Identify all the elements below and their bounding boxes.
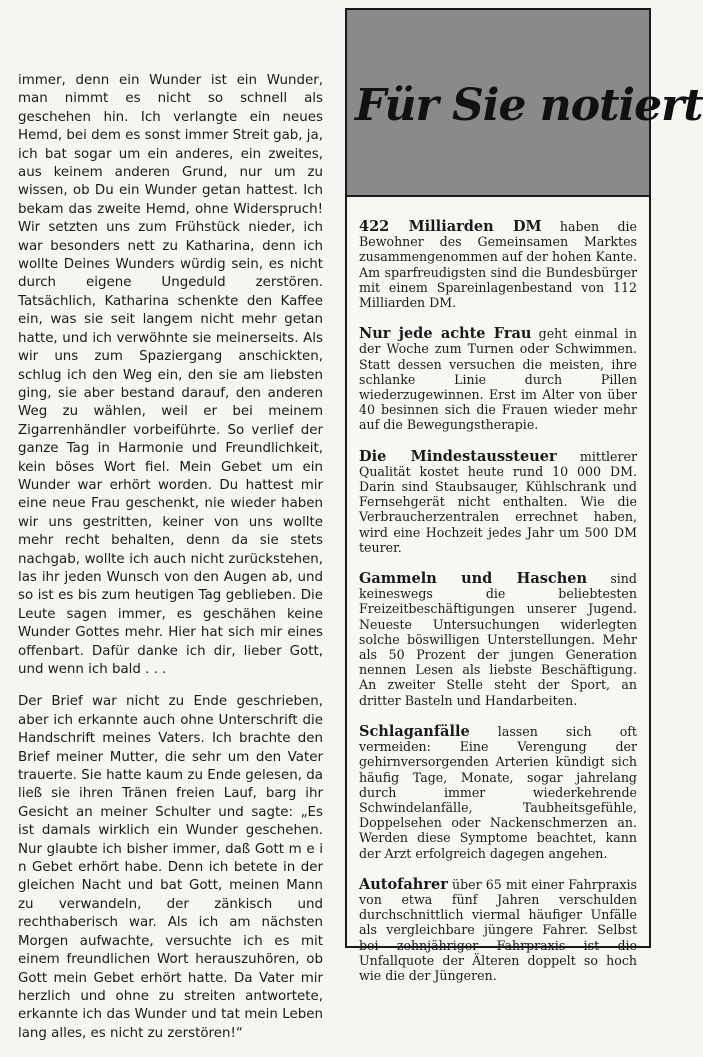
notes-list [347,197,649,983]
sidebar-title: Für Sie notiert [355,80,703,131]
note-keyword: 422 Milliarden DM [359,218,542,235]
note-item [359,219,637,310]
note-item [359,724,637,861]
note-item [359,449,637,555]
note-text: haben die Bewohner des Gemeinsamen Marktes zusammengenommen auf der hohen Kante. Am sparfreudigsten sind die Bundesbürger mit einem Spareinlagenbestand von 112 Milliarden DM. [359,219,637,311]
sidebar-banner [347,10,703,197]
note-item [359,326,637,432]
note-text: über 65 mit einer Fahrpraxis von etwa fünf Jahren verschulden durchschnittlich viermal häufiger Unfälle als vergleichbare jüngere Fahrer. Selbst bei zehnjähriger Fahrpraxis ist die Unfallquote der Älteren doppelt so hoch wie die der Jüngeren. [359,876,637,983]
note-keyword: Autofahrer [359,875,448,893]
letter-column [18,72,323,1057]
note-text: geht einmal in der Woche zum Turnen oder Schwimmen. Statt dessen versuchen die meisten, ihre schlanke Linie durch Pillen wiederzugewinnen. Erst im Alter von über 40 besinnen sich die Frauen wieder mehr auf die Bewegungstherapie. [359,326,637,433]
note-text: sind keineswegs die beliebtesten Freizeitbeschäftigungen unserer Jugend. Neueste Untersuchungen widerlegten solche böswilligen Unterstellungen. Mehr als 50 Prozent der jungen Generation nennen Lesen als liebste Beschäftigung. An zweiter Stelle steht der Sport, an dritter Basteln und Handarbeiten. [359,571,637,708]
note-keyword: Nur jede achte Frau [359,325,532,343]
note-text: lassen sich oft vermeiden: Eine Verengung der gehirnversorgenden Arterien kündigt sich häufig Tage, Monate, sogar jahrelang durch immer wiederkehrende Schwindelanfälle, Taubheitsgefühle, Doppelsehen oder Nackenschmerzen an. Werden diese Symptome beachtet, kann der Arzt erfolgreich dagegen angehen. [359,723,637,861]
note-text: mittlerer Qualität kostet heute rund 10 000 DM. Darin sind Staubsauger, Kühlschrank und Fernsehgerät nicht enthalten. Wie die Verbraucherzentralen errechnet haben, wird eine Hochzeit jedes Jahr um 500 DM teurer. [359,448,637,555]
letter-paragraph: immer, denn ein Wunder ist ein Wunder, man nimmt es nicht so schnell als geschehen hin. Ich verlangte ein neues Hemd, bei dem es sonst immer Streit gab, ja, ich bat sogar um ein anderes, ein zweites, aus keinem anderen Grund, nur um zu wissen, ob Du ein Wunder getan hattest. Ich bekam das zweite Hemd, ohne Widerspruch! Wir setzten uns zum Frühstück nieder, ich war besonders nett zu Katharina, denn ich wollte Deines Wunders würdig sein, es nicht durch eigene Ungeduld zerstören. Tatsächlich, Katharina schenkte den Kaffee ein, was sie seit langem nicht mehr getan hatte, und ich verwöhnte sie meinerseits. Als wir uns zum Spaziergang anschickten, schlug ich den Weg ein, den sie am liebsten ging, sie aber bestand darauf, den anderen Weg zu wählen, weil er bei meinem Zigarrenhändler vorbeiführte. So verlief der ganze Tag in Harmonie und Freundlichkeit, kein böses Wort fiel. Mein Gebet um ein Wunder war erhört worden. Du hattest mir eine neue Frau geschenkt, nie wieder haben wir uns gestritten, keiner von uns wollte mehr recht behalten, denn da sie stets nachgab, wollte ich auch nicht zurückstehen, las ihr jeden Wunsch von den Augen ab, und so ist es bis zum heutigen Tag geblieben. Die Leute sagen immer, es geschähen keine Wunder Gottes mehr. Hier hat sich mir eines offenbart. Dafür danke ich dir, lieber Gott, und wenn ich bald . . . [18,73,323,677]
letter-paragraph: Der Brief war nicht zu Ende geschrieben, aber ich erkannte auch ohne Unterschrift die Handschrift meines Vaters. Ich brachte den Brief meiner Mutter, die sehr um den Vater trauerte. Sie hatte kaum zu Ende gelesen, da ließ sie ihren Tränen freien Lauf, barg ihr Gesicht an meiner Schulter und sagte: „Es ist damals wirklich ein Wunder geschehen. Nur glaubte ich bisher immer, daß Gott m e i n Gebet erhört habe. Denn ich betete in der gleichen Nacht und bat Gott, meinen Mann zu verwandeln, der zänkisch und rechthaberisch war. Als ich am nächsten Morgen aufwachte, versuchte ich es mit einem freundlichen Wort herauszuhören, ob Gott mein Gebet erhört hatte. Da Vater mir herzlich und ohne zu streiten antwortete, erkannte ich das Wunder und tat mein Leben lang alles, es nicht zu zerstören!“ [18,694,323,1041]
notes-sidebar [345,8,703,983]
note-item [359,571,637,708]
note-item [359,877,637,983]
note-keyword: Schlaganfälle [359,722,470,740]
note-keyword: Gammeln und Haschen [359,570,588,588]
note-keyword: Die Mindestaussteuer [359,447,557,465]
